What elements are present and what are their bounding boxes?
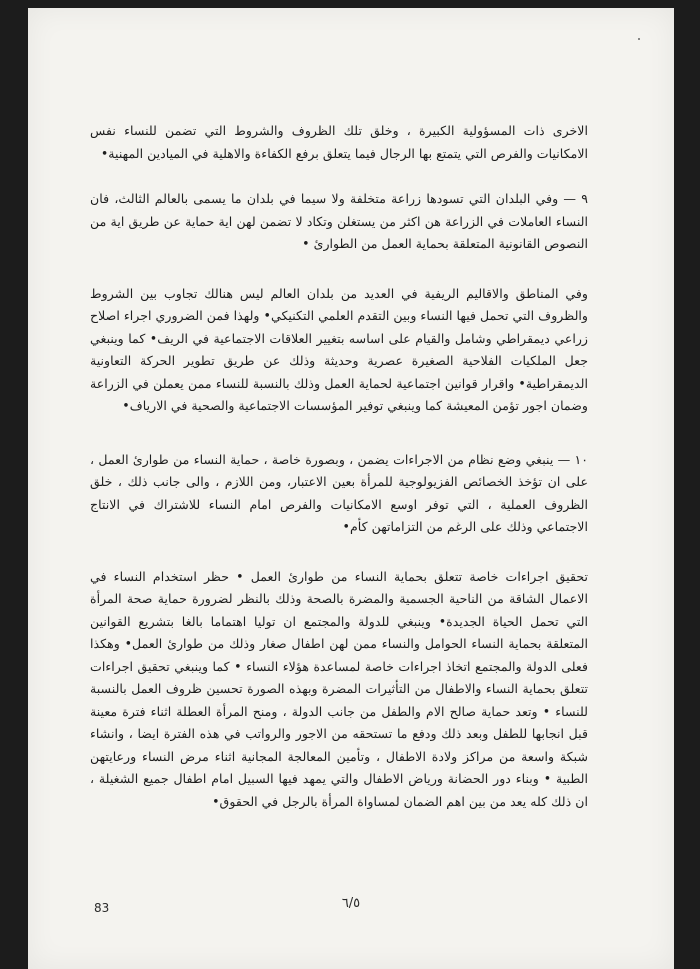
paragraph-continuation: الاخرى ذات المسؤولية الكبيرة ، وخلق تلك الظروف والشروط التي تضمن للنساء نفس الامكانيات والفرص التي يتمتع بها الرجال فيما يتعلق برفع الكفاءة والاهلية في الميادين المهنية• [90, 123, 588, 161]
body-text [90, 120, 588, 838]
paragraph-protection-measures: تحقيق اجراءات خاصة تتعلق بحماية النساء من طوارئ العمل • حظر استخدام النساء في الاعمال الشاقة من الناحية الجسمية والمضرة بالصحة وذلك بالنظر لضرورة حماية صحة المرأة التي تحمل الحياة الجديدة• وينبغي للدولة والمجتمع ان توليا اهتماما بالغا بتشريع القوانين المتعلقة بحماية النساء الحوامل والنساء ممن لهن اطفال صغار وذلك من طوارئ العمل• وهكذا فعلى الدولة والمجتمع اتخاذ اجراءات خاصة لمساعدة هؤلاء النساء • كما وينبغي تحقيق اجراءات تتعلق بحماية النساء والاطفال من التأثيرات المضرة وبهذه الصورة تحسين ظروف العمل بالنسبة للنساء • وتعد حماية صالح الام والطفل من جانب الدولة ، ومنح المرأة العطلة اثناء فترة معينة قبل انجابها للطفل وبعد ذلك ودفع ما تستحقه من الاجور والرواتب في هذه الفترة ايضا ، وانشاء شبكة واسعة من مراكز ولادة الاطفال ، وتأمين المعالجة المجانية اثناء مرض النساء ورعايتهن الطبية • وبناء دور الحضانة ورياض الاطفال والتي يمهد فيها السبيل امام اطفال جميع الشغيلة ، ان ذلك كله يعد من بين اهم الضمان لمساواة المرأة بالرجل في الحقوق• [90, 568, 588, 809]
paper-speck [638, 38, 640, 40]
paragraph-10: ١٠ — ينبغي وضع نظام من الاجراءات يضمن ، وبصورة خاصة ، حماية النساء من طوارئ العمل ، على ان تؤخذ الخصائص الفزيولوجية للمرأة بعين الاعتبار، ومن اللازم ، والى جانب ذلك ، خلق الظروف العملية ، التي توفر اوسع الامكانيات والفرص امام النساء للاشتراك في الانتاج الاجتماعي وذلك على الرغم من التزاماتهن كأم• [90, 451, 588, 534]
paragraph-rural-areas: وفي المناطق والاقاليم الريفية في العديد من بلدان العالم ليس هنالك تجاوب بين الشروط والظروف التي تحمل فيها النساء وبين التقدم العلمي التكنيكي• ولهذا فمن الضروري اجراء اصلاح زراعي ديمقراطي وشامل والقيام على اساسه بتغيير العلاقات الاجتماعية في الريف• كما وينبغي جعل الملكيات الفلاحية الصغيرة عصرية وحديثة وذلك عن طريق تطوير الحركة التعاونية الديمقراطية• واقرار قوانين اجتماعية لحماية العمل وذلك بالنسبة للنساء ممن يعملن في الزراعة وضمان اجور تؤمن المعيشة كما وينبغي توفير المؤسسات الاجتماعية والصحية في الارياف• [90, 285, 588, 413]
document-page [28, 8, 674, 969]
paragraph-9: ٩ — وفي البلدان التي تسودها زراعة متخلفة ولا سيما في بلدان ما يسمى بالعالم الثالث، فان النساء العاملات في الزراعة هن اكثر من يستغلن وتكاد لا تضمن لهن اية حماية عن طريق اية من النصوص القانونية المتعلقة بحماية العمل من الطوارئ • [90, 191, 588, 251]
corner-mark: 83 [94, 901, 110, 915]
page-number: ٦/٥ [341, 896, 361, 911]
